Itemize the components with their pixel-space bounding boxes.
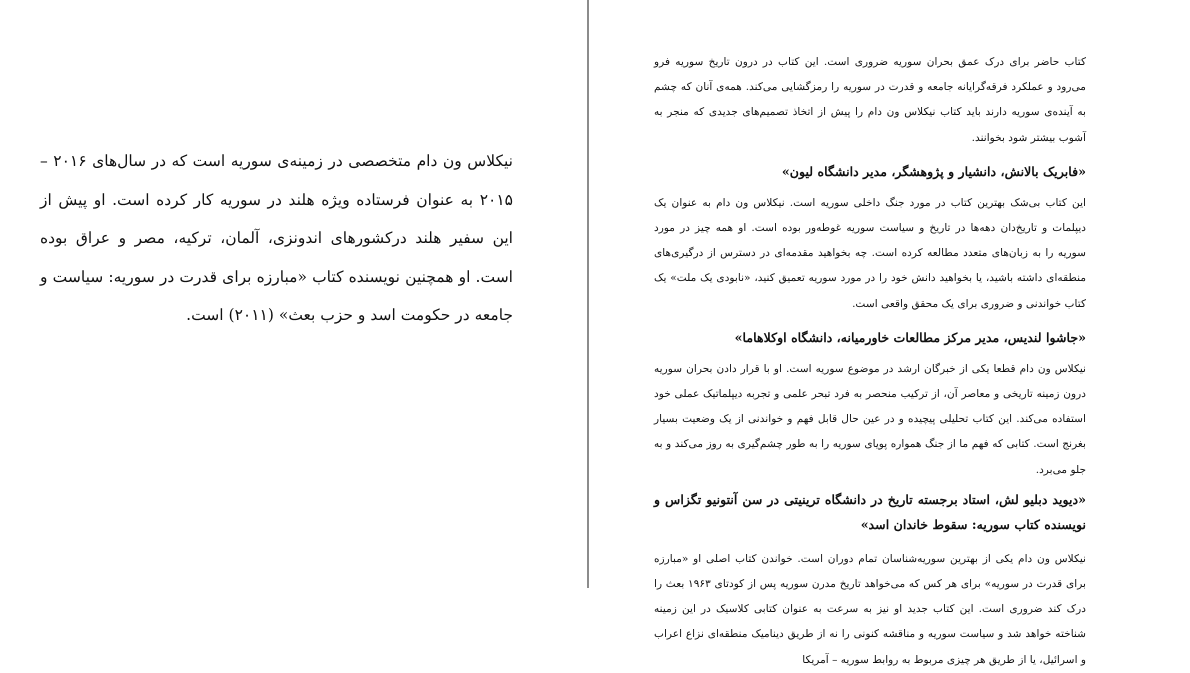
reviewer-heading: «فابریک بالانش، دانشیار و پژوهشگر، مدیر دانشگاه لیون» [781, 163, 1086, 179]
right-page [589, 0, 1190, 666]
review-paragraph: این کتاب بی‌شک بهترین کتاب در مورد جنگ داخلی سوریه است. نیکلاس ون دام به عنوان یک دیپلمات و تاریخ‌دان دهه‌ها در تاریخ و سیاست سوریه غوطه‌ور بوده است. او همه چیز در مورد سوریه را به زبان‌های متعدد مطالعه کرده است. چه بخواهید مقدمه‌ای در دسترس از درگیری‌های منطقه‌ای داشته باشید، یا بخواهید دانش خود را در مورد سوریه تعمیق کنید، «نابودی یک ملت» یک کتاب خواندنی و ضروری برای یک محقق واقعی است. [654, 196, 1086, 310]
intro-paragraph: کتاب حاضر برای درک عمق بحران سوریه ضروری است. این کتاب در درون تاریخ سوریه فرو می‌رود و عملکرد فرقه‌گرایانه جامعه و قدرت در سوریه را رمزگشایی می‌کند. همه‌ی آنان که چشم به آینده‌ی سوریه دارند باید کتاب نیکلاس ون دام را پیش از اتخاذ تصمیم‌های جدیدی که منجر به آشوب بیشتر شود بخوانند. [654, 56, 1087, 144]
review-paragraph: نیکلاس ون دام یکی از بهترین سوریه‌شناسان تمام دوران است. خواندن کتاب اصلی او «مبارزه برای قدرت در سوریه» برای هر کس که می‌خواهد تاریخ مدرن سوریه پس از کودتای ۱۹۶۳ بعث را درک کند ضروری است. این کتاب جدید او نیز به سرعت به عنوان کتابی کلاسیک در این زمینه شناخته خواهد شد و سیاست سوریه و مناقشه کنونی را نه از طریق دینامیک منطقه‌ای نزاع اعراب و اسرائیل، یا از طریق هر چیزی مربوط به روابط سوریه – آمریکا [654, 552, 1086, 666]
left-page [0, 0, 587, 588]
praise-column [654, 50, 1086, 673]
review-paragraph: نیکلاس ون دام قطعا یکی از خبرگان ارشد در موضوع سوریه است. او با قرار دادن بحران سوریه درون زمینه تاریخی و معاصر آن، از ترکیب منحصر به فرد تبحر علمی و تجربه دیپلماتیک عملی خود استفاده می‌کند. این کتاب تحلیلی پیچیده و در عین حال قابل فهم و خواندنی از یک وضعیت بسیار بغرنج است. کتابی که فهم ما از جنگ همواره پویای سوریه را به طور چشم‌گیری به روز می‌کند و به جلو می‌برد. [654, 362, 1086, 476]
author-bio: نیکلاس ون دام متخصصی در زمینه‌ی سوریه است که در سال‌های ۲۰۱۶ – ۲۰۱۵ به عنوان فرستاده ویژه هلند در سوریه کار کرده است. او پیش از این سفیر هلند درکشورهای اندونزی، آلمان، ترکیه، مصر و عراق بوده است. او همچنین نویسنده کتاب «مبارزه برای قدرت در سوریه: سیاست و جامعه در حکومت اسد و حزب بعث» (۲۰۱۱) است. [40, 152, 513, 324]
reviewer-heading: «دیوید دبلیو لش، استاد برجسته تاریخ در دانشگاه ترینیتی در سن آنتونیو تگزاس و نویسنده کتاب سوریه: سقوط خاندان اسد» [654, 491, 1086, 532]
reviewer-heading: «جاشوا لندیس، مدیر مرکز مطالعات خاورمیانه، دانشگاه اوکلاهاما» [734, 329, 1086, 345]
